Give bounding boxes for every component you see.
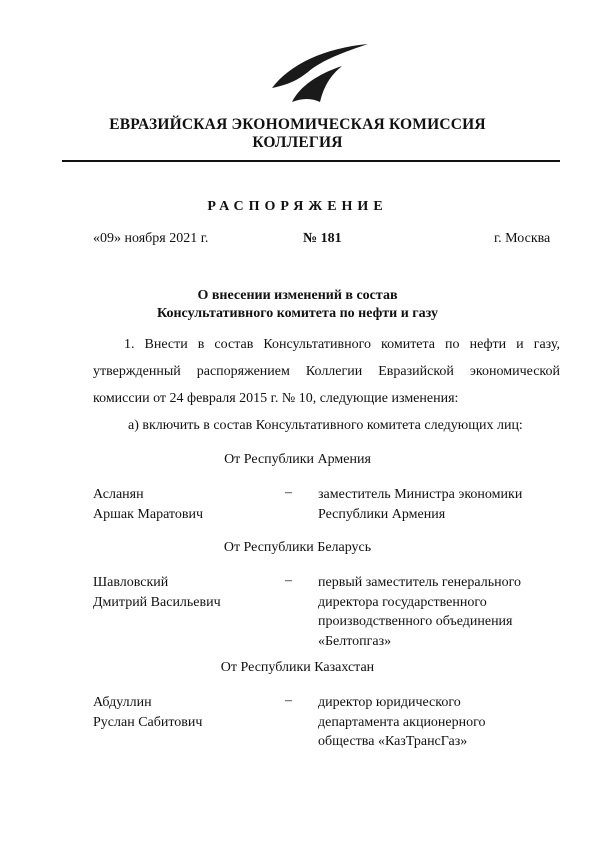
member-position [318,693,568,752]
document-type: РАСПОРЯЖЕНИЕ [207,199,388,214]
paragraph-1-line-3: комиссии от 24 февраля 2015 г. № 10, следующие изменения: [93,391,459,406]
group-country-armenia: От Республики Армения [224,452,371,467]
subject-line-1: О внесении изменений в состав [197,288,398,303]
member-surname: Асланян [93,487,144,502]
position-line: общества «КазТрансГаз» [318,734,468,749]
member-surname: Абдуллин [93,695,152,710]
document-date: «09» ноября 2021 г. [93,231,209,246]
member-given-names: Дмитрий Васильевич [93,594,221,610]
position-line: производственного объединения [318,614,513,629]
item-a: а) включить в состав Консультативного комитета следующих лиц: [128,418,523,433]
member-name [93,573,221,612]
position-line: заместитель Министра экономики [318,487,523,502]
collegium-name: КОЛЛЕГИЯ [252,134,343,151]
member-given-names: Руслан Сабитович [93,714,203,730]
document-number: № 181 [303,231,342,246]
organization-name: ЕВРАЗИЙСКАЯ ЭКОНОМИЧЕСКАЯ КОМИССИЯ [109,116,486,133]
paragraph-1-line-2: утвержденный распоряжением Коллегии Евразийской экономической [93,364,560,379]
document-place: г. Москва [494,231,551,246]
paragraph-1-line-1: 1. Внести в состав Консультативного комитета по нефти и газу, [124,337,560,352]
subject-line-2: Консультативного комитета по нефти и газу [157,306,438,321]
member-given-names: Аршак Маратович [93,506,203,522]
position-line: департамента акционерного [318,714,486,730]
member-position [318,573,568,651]
member-surname: Шавловский [93,575,169,590]
position-line: Республики Армения [318,506,446,522]
header-rule [62,160,560,162]
position-line: директора государственного [318,594,487,610]
position-line: первый заместитель генерального [318,575,521,590]
member-name [93,693,202,732]
member-position [318,485,568,524]
dash: – [285,573,292,588]
member-name [93,485,203,524]
group-country-belarus: От Республики Беларусь [223,540,372,555]
position-line: директор юридического [318,695,461,710]
group-country-kazakhstan: От Республики Казахстан [220,660,375,675]
commission-logo [270,42,370,104]
dash: – [285,485,292,500]
position-line: «Белтопгаз» [318,633,392,649]
dash: – [285,693,292,708]
